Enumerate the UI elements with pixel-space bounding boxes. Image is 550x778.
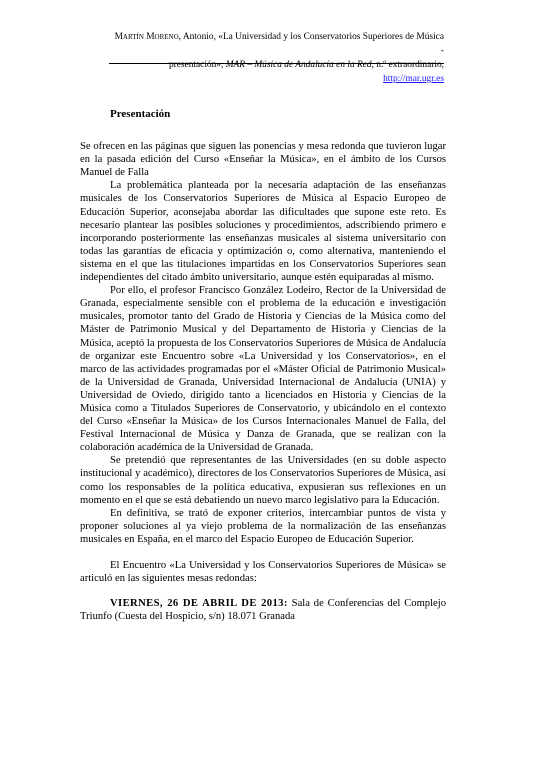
header-divider [109,63,444,64]
citation-text-3: , n.º extraordinario, [371,60,444,70]
author-surname: Martín Moreno [114,32,179,42]
section-title: Presentación [110,108,171,120]
document-body [80,108,446,623]
paragraph: La problemática planteada por la necesaria adaptación de las enseñanzas musicales de los Conservatorios Superiores de Música al Espacio Europeo de Educación Superior, aconsejaba abordar las dificultades que supone este reto. Es necesario plantear las posibles soluciones y procedimientos, adscribiendo primero e incorporando posteriormente las enseñanzas musicales al sistema universitario con todas las garantías de eficacia y optimización o, como alternativa, manteniendo el sistema en el que las titulaciones impartidas en los Conservatorios Superiores sean independientes del citado ámbito universitario, aunque estén equiparadas al mismo. [80,180,446,284]
session-date: VIERNES, 26 DE ABRIL DE 2013: [110,598,288,610]
journal-link[interactable]: http://mar.ugr.es [383,74,444,84]
session-place: Sala de Conferencias del Complejo Triunfo (Cuesta del Hospicio, s/n) 18.071 Granada [80,598,446,623]
paragraph: Se ofrecen en las páginas que siguen las ponencias y mesa redonda que tuvieron lugar en la pasada edición del Curso «Enseñar la Música», en el ámbito de los Cursos Manuel de Falla [80,141,446,179]
citation-text: , Antonio, «La Universidad y los Conservatorios Superiores de Música - [178,32,444,56]
session-paragraph [80,597,446,623]
paragraph: En definitiva, se trató de exponer criterios, intercambiar puntos de vista y proponer soluciones al ya viejo problema de la normalización de las enseñanzas musicales en España, en el marco del Espacio Europeo de Educación Superior. [80,507,446,545]
paragraph: Se pretendió que representantes de las Universidades (en su doble aspecto institucional y académico), directores de los Conservatorios Superiores de Música, así como los responsables de la política educativa, expusieran sus reflexiones en un momento en el que se está debatiendo un nuevo marco legislativo para la Educación. [80,455,446,506]
citation-header [114,30,444,86]
citation-text-2: presentación», [168,60,226,70]
paragraph: El Encuentro «La Universidad y los Conservatorios Superiores de Música» se articuló en las siguientes mesas redondas: [80,560,446,585]
journal-name: MAR – Música de Andalucía en la Red [225,60,372,70]
paragraph: Por ello, el profesor Francisco González Lodeiro, Rector de la Universidad de Granada, especialmente sensible con el problema de la educación e investigación musicales, promotor tanto del Grado de Historia y Ciencias de la Música como del Máster de Patrimonio Musical y del Departamento de Historia y Ciencias de la Música, aceptó la propuesta de los Conservatorios Superiores de Música de Andalucía de organizar este Encuentro sobre «La Universidad y los Conservatorios», en el marco de las actividades programadas por el «Máster Oficial de Patrimonio Musical» de la Universidad de Granada, Universidad Internacional de Andalucía (UNIA) y Universidad de Oviedo, dirigido tanto a licenciados en Historia y Ciencias de la Música como a Titulados Superiores de Conservatorio, y ubicándolo en el contexto del Curso «Enseñar la Música» de los Cursos Internacionales Manuel de Falla, del Festival Internacional de Música y Danza de Granada, que se realizan con la colaboración académica de la Universidad de Granada. [80,285,446,454]
